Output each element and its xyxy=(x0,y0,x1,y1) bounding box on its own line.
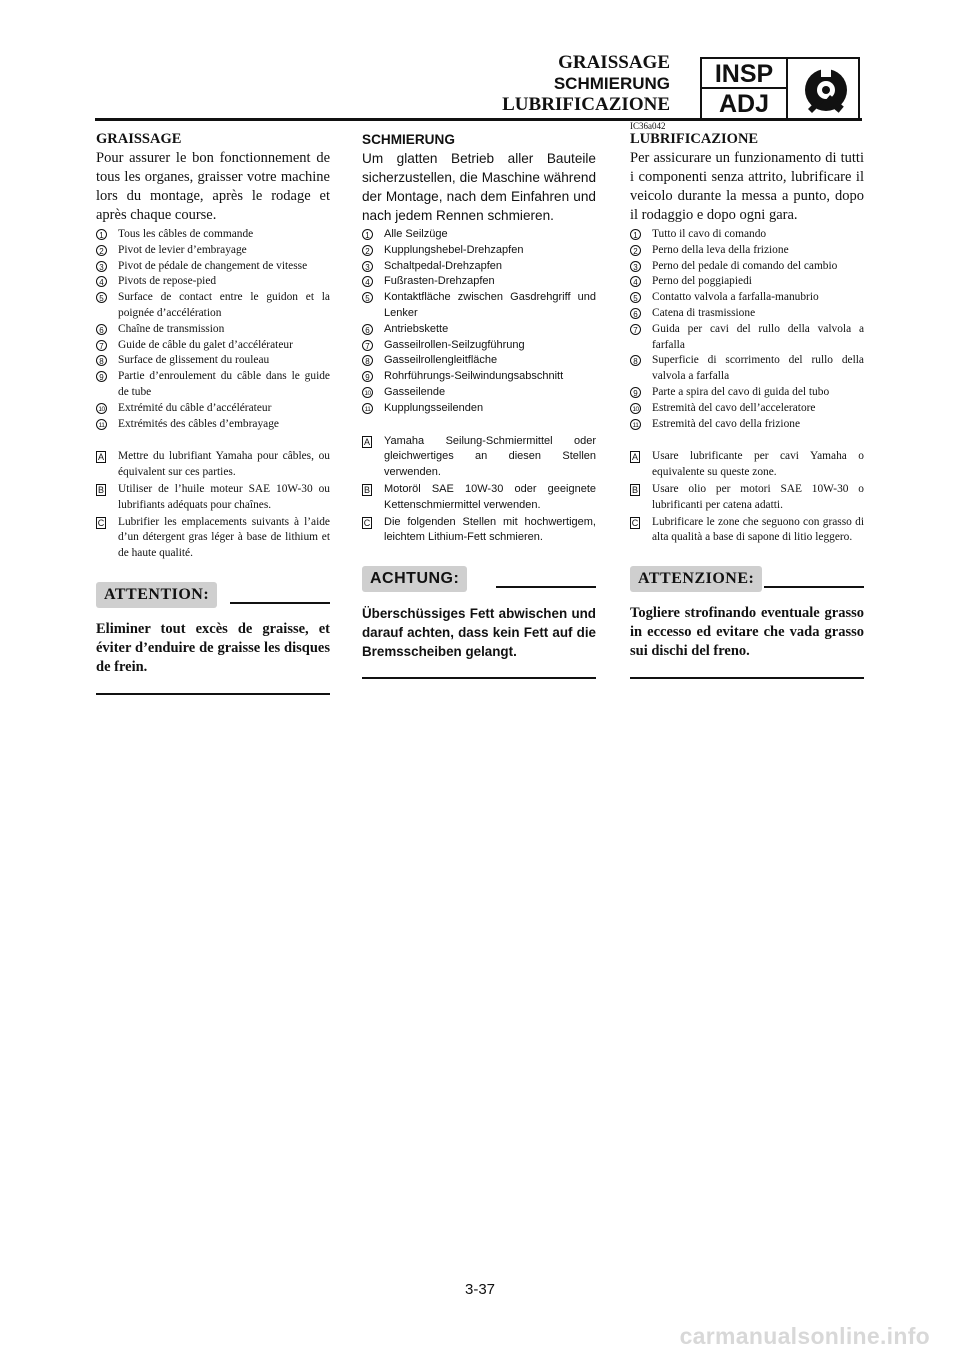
list-item xyxy=(362,290,596,322)
item-text: Chaîne de transmission xyxy=(118,322,225,335)
item-text: Estremità del cavo della frizione xyxy=(652,417,801,430)
item-text: Surface de contact entre le guidon et la poignée d’accélération xyxy=(118,291,330,319)
item-text: Contatto valvola a farfalla-manubrio xyxy=(652,291,819,304)
note-letter-marker: A xyxy=(97,452,104,463)
item-number-marker: 1 xyxy=(630,229,641,240)
item-number-marker: 4 xyxy=(96,276,107,287)
item-number-marker: 9 xyxy=(362,371,373,382)
note-item xyxy=(96,482,330,514)
list-item xyxy=(630,401,864,417)
insp-adj-badge xyxy=(700,57,860,120)
list-item xyxy=(362,227,596,243)
item-number-marker: 3 xyxy=(362,261,373,272)
item-number-marker: 10 xyxy=(630,403,641,414)
caution-header-de xyxy=(362,566,596,592)
list-item xyxy=(362,385,596,401)
item-text: Partie d’enroulement du câble dans le guide de tube xyxy=(118,370,330,398)
note-letter-marker: B xyxy=(631,484,638,495)
item-number-marker: 9 xyxy=(630,387,641,398)
item-list-fr xyxy=(96,227,330,432)
item-number-marker: 3 xyxy=(96,261,107,272)
note-list-it xyxy=(630,449,864,546)
item-text: Tous les câbles de commande xyxy=(118,228,254,240)
note-letter-marker: C xyxy=(97,517,105,528)
caution-rule-de xyxy=(496,586,596,588)
item-number-marker: 8 xyxy=(362,355,373,366)
item-text: Kupplungshebel-Drehzapfen xyxy=(384,243,524,256)
intro-it: Per assicurare un funzionamento di tutti i componenti senza attrito, lubrificare il veicolo durante la messa a punto, dopo il rodaggio e dopo ogni gara. xyxy=(630,150,864,223)
note-text: Mettre du lubrifiant Yamaha pour câbles, ou équivalent sur ces parties. xyxy=(118,450,330,479)
caution-header-fr xyxy=(96,582,330,608)
note-letter-marker: B xyxy=(97,484,104,495)
list-item xyxy=(96,417,330,433)
item-number-marker: 5 xyxy=(362,292,373,303)
note-item xyxy=(630,482,864,514)
caution-end-rule-fr xyxy=(96,693,330,695)
item-text: Surface de glissement du rouleau xyxy=(118,354,270,367)
note-text: Usare lubrificante per cavi Yamaha o equivalente su queste zone. xyxy=(652,450,864,479)
note-text: Yamaha Seilung-Schmiermittel oder gleichwertiges an diesen Stellen verwenden. xyxy=(384,434,596,479)
item-number-marker: 4 xyxy=(630,276,641,287)
item-number-marker: 2 xyxy=(96,245,107,256)
note-item xyxy=(362,434,596,481)
heading-it: LUBRIFICAZIONE xyxy=(630,131,759,147)
item-text: Pivot de levier d’embrayage xyxy=(118,243,247,256)
item-text: Catena di trasmissione xyxy=(652,306,756,319)
item-number-marker: 2 xyxy=(630,245,641,256)
caution-label-de: ACHTUNG: xyxy=(362,566,467,592)
note-letter-marker: C xyxy=(631,517,639,528)
list-item xyxy=(630,290,864,306)
caution-end-rule-it xyxy=(630,677,864,679)
section-titles xyxy=(502,52,670,115)
note-text: Utiliser de l’huile moteur SAE 10W-30 ou lubrifiants adéquats pour chaînes. xyxy=(118,482,330,511)
note-letter-marker: A xyxy=(631,452,638,463)
item-text: Schaltpedal-Drehzapfen xyxy=(384,259,503,272)
header-rule xyxy=(95,118,862,121)
list-item xyxy=(96,274,330,290)
item-text: Perno della leva della frizione xyxy=(652,243,789,256)
heading-fr: GRAISSAGE xyxy=(96,131,182,147)
list-item xyxy=(96,227,330,243)
item-number-marker: 7 xyxy=(362,340,373,351)
doc-code: IC36a042 xyxy=(630,121,666,131)
item-text: Pivot de pédale de changement de vitesse xyxy=(118,259,308,272)
list-item xyxy=(630,259,864,275)
item-number-marker: 8 xyxy=(630,355,641,366)
list-item xyxy=(630,353,864,385)
item-number-marker: 2 xyxy=(362,245,373,256)
item-text: Pivots de repose-pied xyxy=(118,275,217,288)
list-item xyxy=(362,259,596,275)
item-number-marker: 4 xyxy=(362,276,373,287)
note-item xyxy=(630,515,864,547)
item-number-marker: 11 xyxy=(96,419,107,430)
item-text: Alle Seilzüge xyxy=(384,228,448,240)
item-number-marker: 8 xyxy=(96,355,107,366)
caution-text-it: Togliere strofinando eventuale grasso in eccesso ed evitare che vada grasso sui dischi del freno. xyxy=(630,605,864,660)
badge-adj: ADJ xyxy=(702,89,788,120)
list-item xyxy=(362,274,596,290)
item-text: Gasseilrollengleitfläche xyxy=(384,354,498,367)
item-text: Superficie di scorrimento del rullo della valvola a farfalla xyxy=(652,354,864,383)
caution-end-rule-de xyxy=(362,677,596,679)
note-letter-marker: A xyxy=(363,436,370,447)
item-text: Estremità del cavo dell’acceleratore xyxy=(652,401,816,414)
watermark: carmanualsonline.info xyxy=(679,1323,930,1349)
item-number-marker: 1 xyxy=(362,229,373,240)
list-item xyxy=(362,322,596,338)
intro-de: Um glatten Betrieb aller Bauteile sicherzustellen, die Maschine während der Montage, nach dem Einfahren und nach jedem Rennen schmieren. xyxy=(362,151,596,223)
item-text: Gasseilrollen-Seilzugführung xyxy=(384,338,525,351)
item-number-marker: 5 xyxy=(630,292,641,303)
item-text: Perno del poggiapiedi xyxy=(652,275,752,288)
list-item xyxy=(362,369,596,385)
title-it: LUBRIFICAZIONE xyxy=(502,94,670,115)
item-number-marker: 6 xyxy=(362,324,373,335)
list-item xyxy=(630,227,864,243)
item-number-marker: 11 xyxy=(362,403,373,414)
item-list-it xyxy=(630,227,864,432)
note-item xyxy=(362,482,596,514)
list-item xyxy=(96,401,330,417)
note-text: Usare olio per motori SAE 10W-30 o lubrificanti per catena adatti. xyxy=(652,482,864,511)
list-item xyxy=(96,259,330,275)
caution-text-fr: Eliminer tout excès de graisse, et éviter d’enduire de graisse les disques de frein. xyxy=(96,620,330,675)
item-text: Rohrführungs-Seilwindungsabschnitt xyxy=(384,370,564,383)
item-number-marker: 11 xyxy=(630,419,641,430)
list-item xyxy=(362,353,596,369)
item-text: Extrémités des câbles d’embrayage xyxy=(118,417,279,430)
item-text: Guide de câble du galet d’accélérateur xyxy=(118,338,293,351)
title-de: SCHMIERUNG xyxy=(553,74,670,93)
item-number-marker: 1 xyxy=(96,229,107,240)
item-number-marker: 3 xyxy=(630,261,641,272)
list-item xyxy=(96,369,330,401)
page-number: 3-37 xyxy=(464,1281,496,1298)
list-item xyxy=(630,417,864,433)
caution-label-it: ATTENZIONE: xyxy=(630,566,762,592)
list-item xyxy=(96,243,330,259)
list-item xyxy=(362,401,596,417)
note-letter-marker: B xyxy=(363,484,370,495)
item-text: Guida per cavi del rullo della valvola a farfalla xyxy=(652,322,864,351)
intro-fr: Pour assurer le bon fonctionnement de tous les organes, graisser votre machine lors du montage, après le rodage et après chaque course. xyxy=(96,150,330,223)
item-text: Tutto il cavo di comando xyxy=(652,228,767,240)
note-list-fr xyxy=(96,449,330,562)
wrench-and-tools-icon xyxy=(800,65,852,115)
item-text: Parte a spira del cavo di guida del tubo xyxy=(652,385,830,398)
column-german xyxy=(362,130,596,679)
item-number-marker: 10 xyxy=(96,403,107,414)
list-item xyxy=(630,274,864,290)
list-item xyxy=(96,290,330,322)
list-item xyxy=(362,338,596,354)
item-text: Gasseilende xyxy=(384,385,446,398)
item-text: Perno del pedale di comando del cambio xyxy=(652,259,838,272)
list-item xyxy=(96,322,330,338)
column-italian xyxy=(630,130,864,679)
note-letter-marker: C xyxy=(363,517,371,528)
column-french xyxy=(96,130,330,695)
badge-insp: INSP xyxy=(702,59,788,89)
list-item xyxy=(630,322,864,354)
item-text: Extrémité du câble d’accélérateur xyxy=(118,401,272,414)
note-list-de xyxy=(362,434,596,547)
item-text: Antriebskette xyxy=(384,322,449,335)
item-text: Fußrasten-Drehzapfen xyxy=(384,275,495,288)
caution-text-de: Überschüssiges Fett abwischen und darauf achten, dass kein Fett auf die Bremsscheiben gelangt. xyxy=(362,606,596,660)
caution-header-it xyxy=(630,566,864,592)
item-text: Kontaktfläche zwischen Gasdrehgriff und Lenker xyxy=(384,291,596,319)
note-text: Motoröl SAE 10W-30 oder geeignete Kettenschmiermittel verwenden. xyxy=(384,482,596,511)
caution-label-fr: ATTENTION: xyxy=(96,582,217,608)
item-number-marker: 6 xyxy=(630,308,641,319)
note-item xyxy=(96,515,330,562)
list-item xyxy=(96,353,330,369)
note-item xyxy=(630,449,864,481)
list-item xyxy=(362,243,596,259)
item-list-de xyxy=(362,227,596,417)
item-number-marker: 7 xyxy=(96,340,107,351)
item-number-marker: 10 xyxy=(362,387,373,398)
note-text: Lubrificare le zone che seguono con grasso di alta qualità a base di sapone di litio leggero. xyxy=(652,515,864,544)
caution-rule-it xyxy=(764,586,864,588)
caution-rule-fr xyxy=(230,602,330,604)
item-number-marker: 5 xyxy=(96,292,107,303)
item-number-marker: 7 xyxy=(630,324,641,335)
item-number-marker: 9 xyxy=(96,371,107,382)
list-item xyxy=(96,338,330,354)
title-fr: GRAISSAGE xyxy=(558,52,670,73)
item-text: Kupplungsseilenden xyxy=(384,401,484,414)
list-item xyxy=(630,385,864,401)
note-text: Lubrifier les emplacements suivants à l’aide d’un détergent gras léger à base de lithium et de haute qualité. xyxy=(118,515,330,560)
heading-de: SCHMIERUNG xyxy=(362,132,455,147)
note-item xyxy=(96,449,330,481)
list-item xyxy=(630,243,864,259)
item-number-marker: 6 xyxy=(96,324,107,335)
list-item xyxy=(630,306,864,322)
note-text: Die folgenden Stellen mit hochwertigem, leichtem Lithium-Fett schmieren. xyxy=(384,515,596,544)
note-item xyxy=(362,515,596,547)
